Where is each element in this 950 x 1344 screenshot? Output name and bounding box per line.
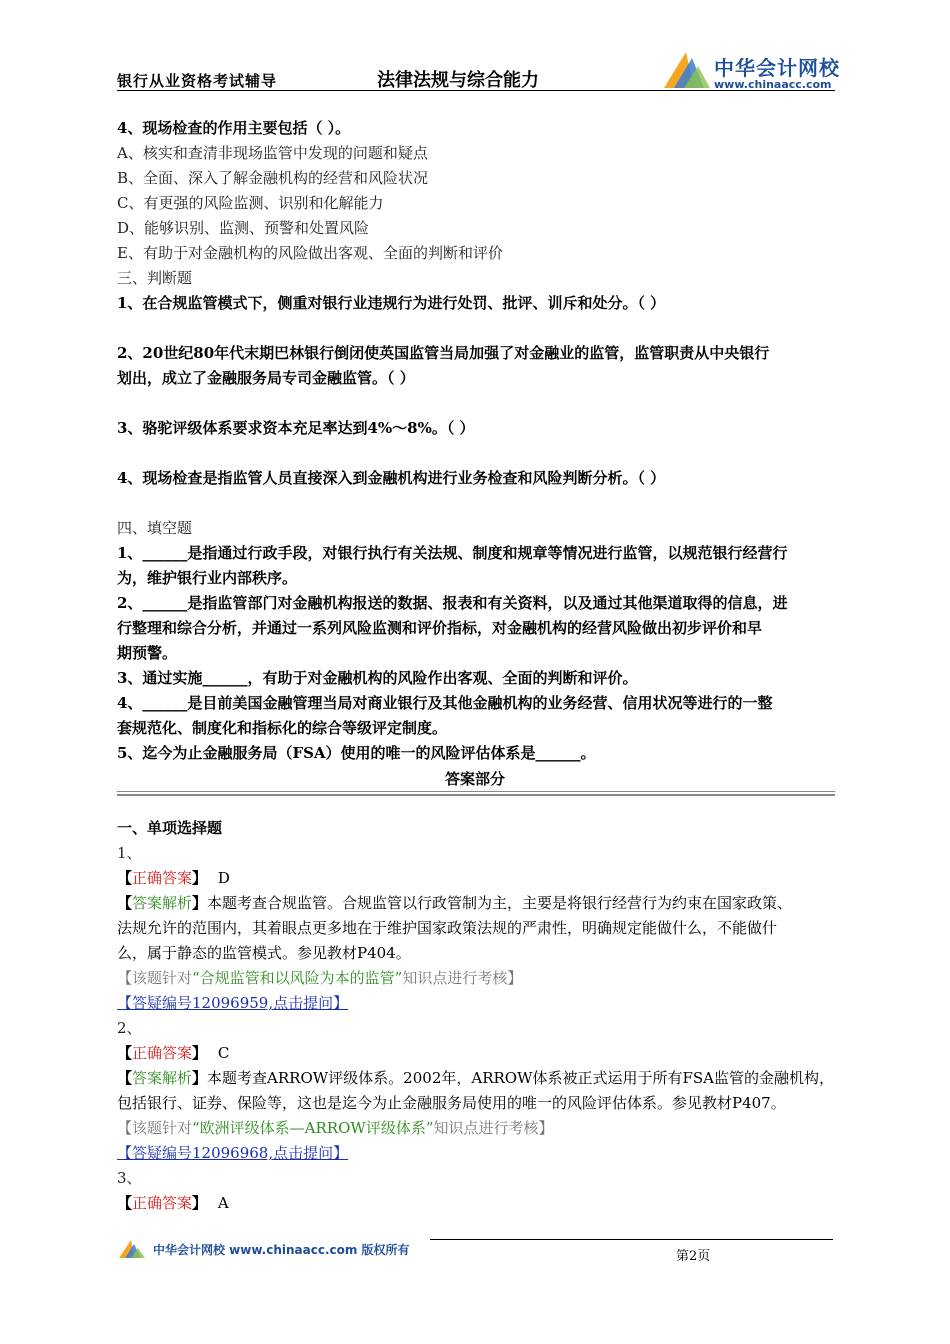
footer-page-number: 第2页: [676, 1249, 711, 1264]
fill-line-7: 4、______是目前美国金融管理当局对商业银行及其他金融机构的业务经营、信用状况等进行的一整: [117, 694, 773, 712]
fill-line-5: 期预警。: [117, 644, 178, 662]
answer-1-num: 1、: [117, 844, 142, 862]
answer-1-analysis-line1: 【答案解析】本题考查合规监管。合规监管以行政管制为主，主要是将银行经营行为约束在国家政策、: [117, 894, 793, 912]
judge-item-2-line2: 划出，成立了金融服务局专司金融监管。（ ）: [117, 369, 415, 387]
fill-line-6: 3、通过实施______，有助于对金融机构的风险作出客观、全面的判断和评价。: [117, 669, 638, 687]
footer-copyright: 中华会计网校 www.chinaacc.com 版权所有: [153, 1243, 410, 1257]
logo-name: 中华会计网校: [714, 56, 840, 80]
answer-2-num: 2、: [117, 1019, 142, 1037]
answer-label: 正确答案: [132, 1044, 193, 1062]
judge-item-4: 4、现场检查是指监管人员直接深入到金融机构进行业务检查和风险判断分析。（ ）: [117, 469, 666, 487]
answer-3-correct: 【正确答案】 A: [117, 1194, 229, 1212]
answer-3-num: 3、: [117, 1169, 142, 1187]
knowledge-topic: “欧洲评级体系—ARROW评级体系”: [192, 1119, 434, 1137]
q4-option-b: B、全面、深入了解金融机构的经营和风险状况: [117, 169, 429, 187]
fill-line-2: 为，维护银行业内部秩序。: [117, 569, 298, 587]
judge-heading: 三、判断题: [117, 269, 193, 287]
header-left-title: 银行从业资格考试辅导: [117, 72, 278, 90]
analysis-text: 本题考查ARROW评级体系。2002年，ARROW体系被正式运用于所有FSA监管的金融机构，: [207, 1069, 835, 1087]
judge-item-1: 1、在合规监管模式下，侧重对银行业违规行为进行处罚、批评、训斥和处分。（ ）: [117, 294, 666, 312]
q4-option-c: C、有更强的风险监测、识别和化解能力: [117, 194, 384, 212]
answer-value: A: [217, 1194, 229, 1212]
answer-1-analysis-line3: 么，属于静态的监管模式。参见教材P404。: [117, 944, 411, 962]
fill-line-8: 套规范化、制度化和指标化的综合等级评定制度。: [117, 719, 448, 737]
answer-1-correct: 【正确答案】 D: [117, 869, 230, 887]
q4-stem: 4、现场检查的作用主要包括（ ）。: [117, 119, 351, 137]
answers-title: 答案部分: [444, 770, 505, 788]
answers-divider-thin: [117, 791, 835, 792]
fill-line-3: 2、______是指监管部门对金融机构报送的数据、报表和有关资料，以及通过其他渠道取得的信息，进: [117, 594, 788, 612]
q4-option-a: A、核实和查清非现场监管中发现的问题和疑点: [117, 144, 428, 162]
answer-2-knowledge-point: 【该题针对“欧洲评级体系—ARROW评级体系”知识点进行考核】: [117, 1119, 554, 1137]
answer-label: 正确答案: [132, 1194, 193, 1212]
answer-value: C: [217, 1044, 230, 1062]
footer-logo-icon: [117, 1238, 147, 1260]
analysis-label: 答案解析: [132, 1069, 193, 1087]
answer-2-analysis-line2: 包括银行、证券、保险等，这也是迄今为止金融服务局使用的唯一的风险评估体系。参见教材P407。: [117, 1094, 786, 1112]
header-center-title: 法律法规与综合能力: [377, 70, 539, 91]
answers-divider-thick: [117, 794, 835, 796]
answer-1-knowledge-point: 【该题针对“合规监管和以风险为本的监管”知识点进行考核】: [117, 969, 523, 987]
q4-option-e: E、有助于对金融机构的风险做出客观、全面的判断和评价: [117, 244, 503, 262]
header-divider: [117, 90, 835, 91]
answer-2-correct: 【正确答案】 C: [117, 1044, 230, 1062]
fill-line-9: 5、迄今为止金融服务局（FSA）使用的唯一的风险评估体系是______。: [117, 744, 596, 762]
judge-item-3: 3、骆驼评级体系要求资本充足率达到4%～8%。（ ）: [117, 419, 475, 437]
analysis-label: 答案解析: [132, 894, 193, 912]
answers-section-heading: 一、单项选择题: [117, 819, 223, 837]
fill-heading: 四、填空题: [117, 519, 193, 537]
answer-2-analysis-line1: 【答案解析】本题考查ARROW评级体系。2002年，ARROW体系被正式运用于所有FSA监管的金融机构，: [117, 1069, 835, 1087]
analysis-text: 本题考查合规监管。合规监管以行政管制为主，主要是将银行经营行为约束在国家政策、: [207, 894, 793, 912]
answer-label: 正确答案: [132, 869, 193, 887]
footer-divider: [430, 1239, 833, 1240]
q4-option-d: D、能够识别、监测、预警和处置风险: [117, 219, 370, 237]
answer-1-question-link[interactable]: 【答疑编号12096959,点击提问】: [117, 994, 349, 1012]
logo-url[interactable]: www.chinaacc.com: [714, 78, 832, 91]
fill-line-4: 行整理和综合分析，并通过一系列风险监测和评价指标，对金融机构的经营风险做出初步评价和早: [117, 619, 763, 637]
answer-2-question-link[interactable]: 【答疑编号12096968,点击提问】: [117, 1144, 349, 1162]
answer-1-analysis-line2: 法规允许的范围内，其着眼点更多地在于维护国家政策法规的严肃性，明确规定能做什么，不能做什: [117, 919, 778, 937]
fill-line-1: 1、______是指通过行政手段，对银行执行有关法规、制度和规章等情况进行监管，以规范银行经营行: [117, 544, 788, 562]
answer-value: D: [217, 869, 230, 887]
knowledge-topic: “合规监管和以风险为本的监管”: [192, 969, 403, 987]
judge-item-2-line1: 2、20世纪80年代末期巴林银行倒闭使英国监管当局加强了对金融业的监管，监管职责从中央银行: [117, 344, 770, 362]
